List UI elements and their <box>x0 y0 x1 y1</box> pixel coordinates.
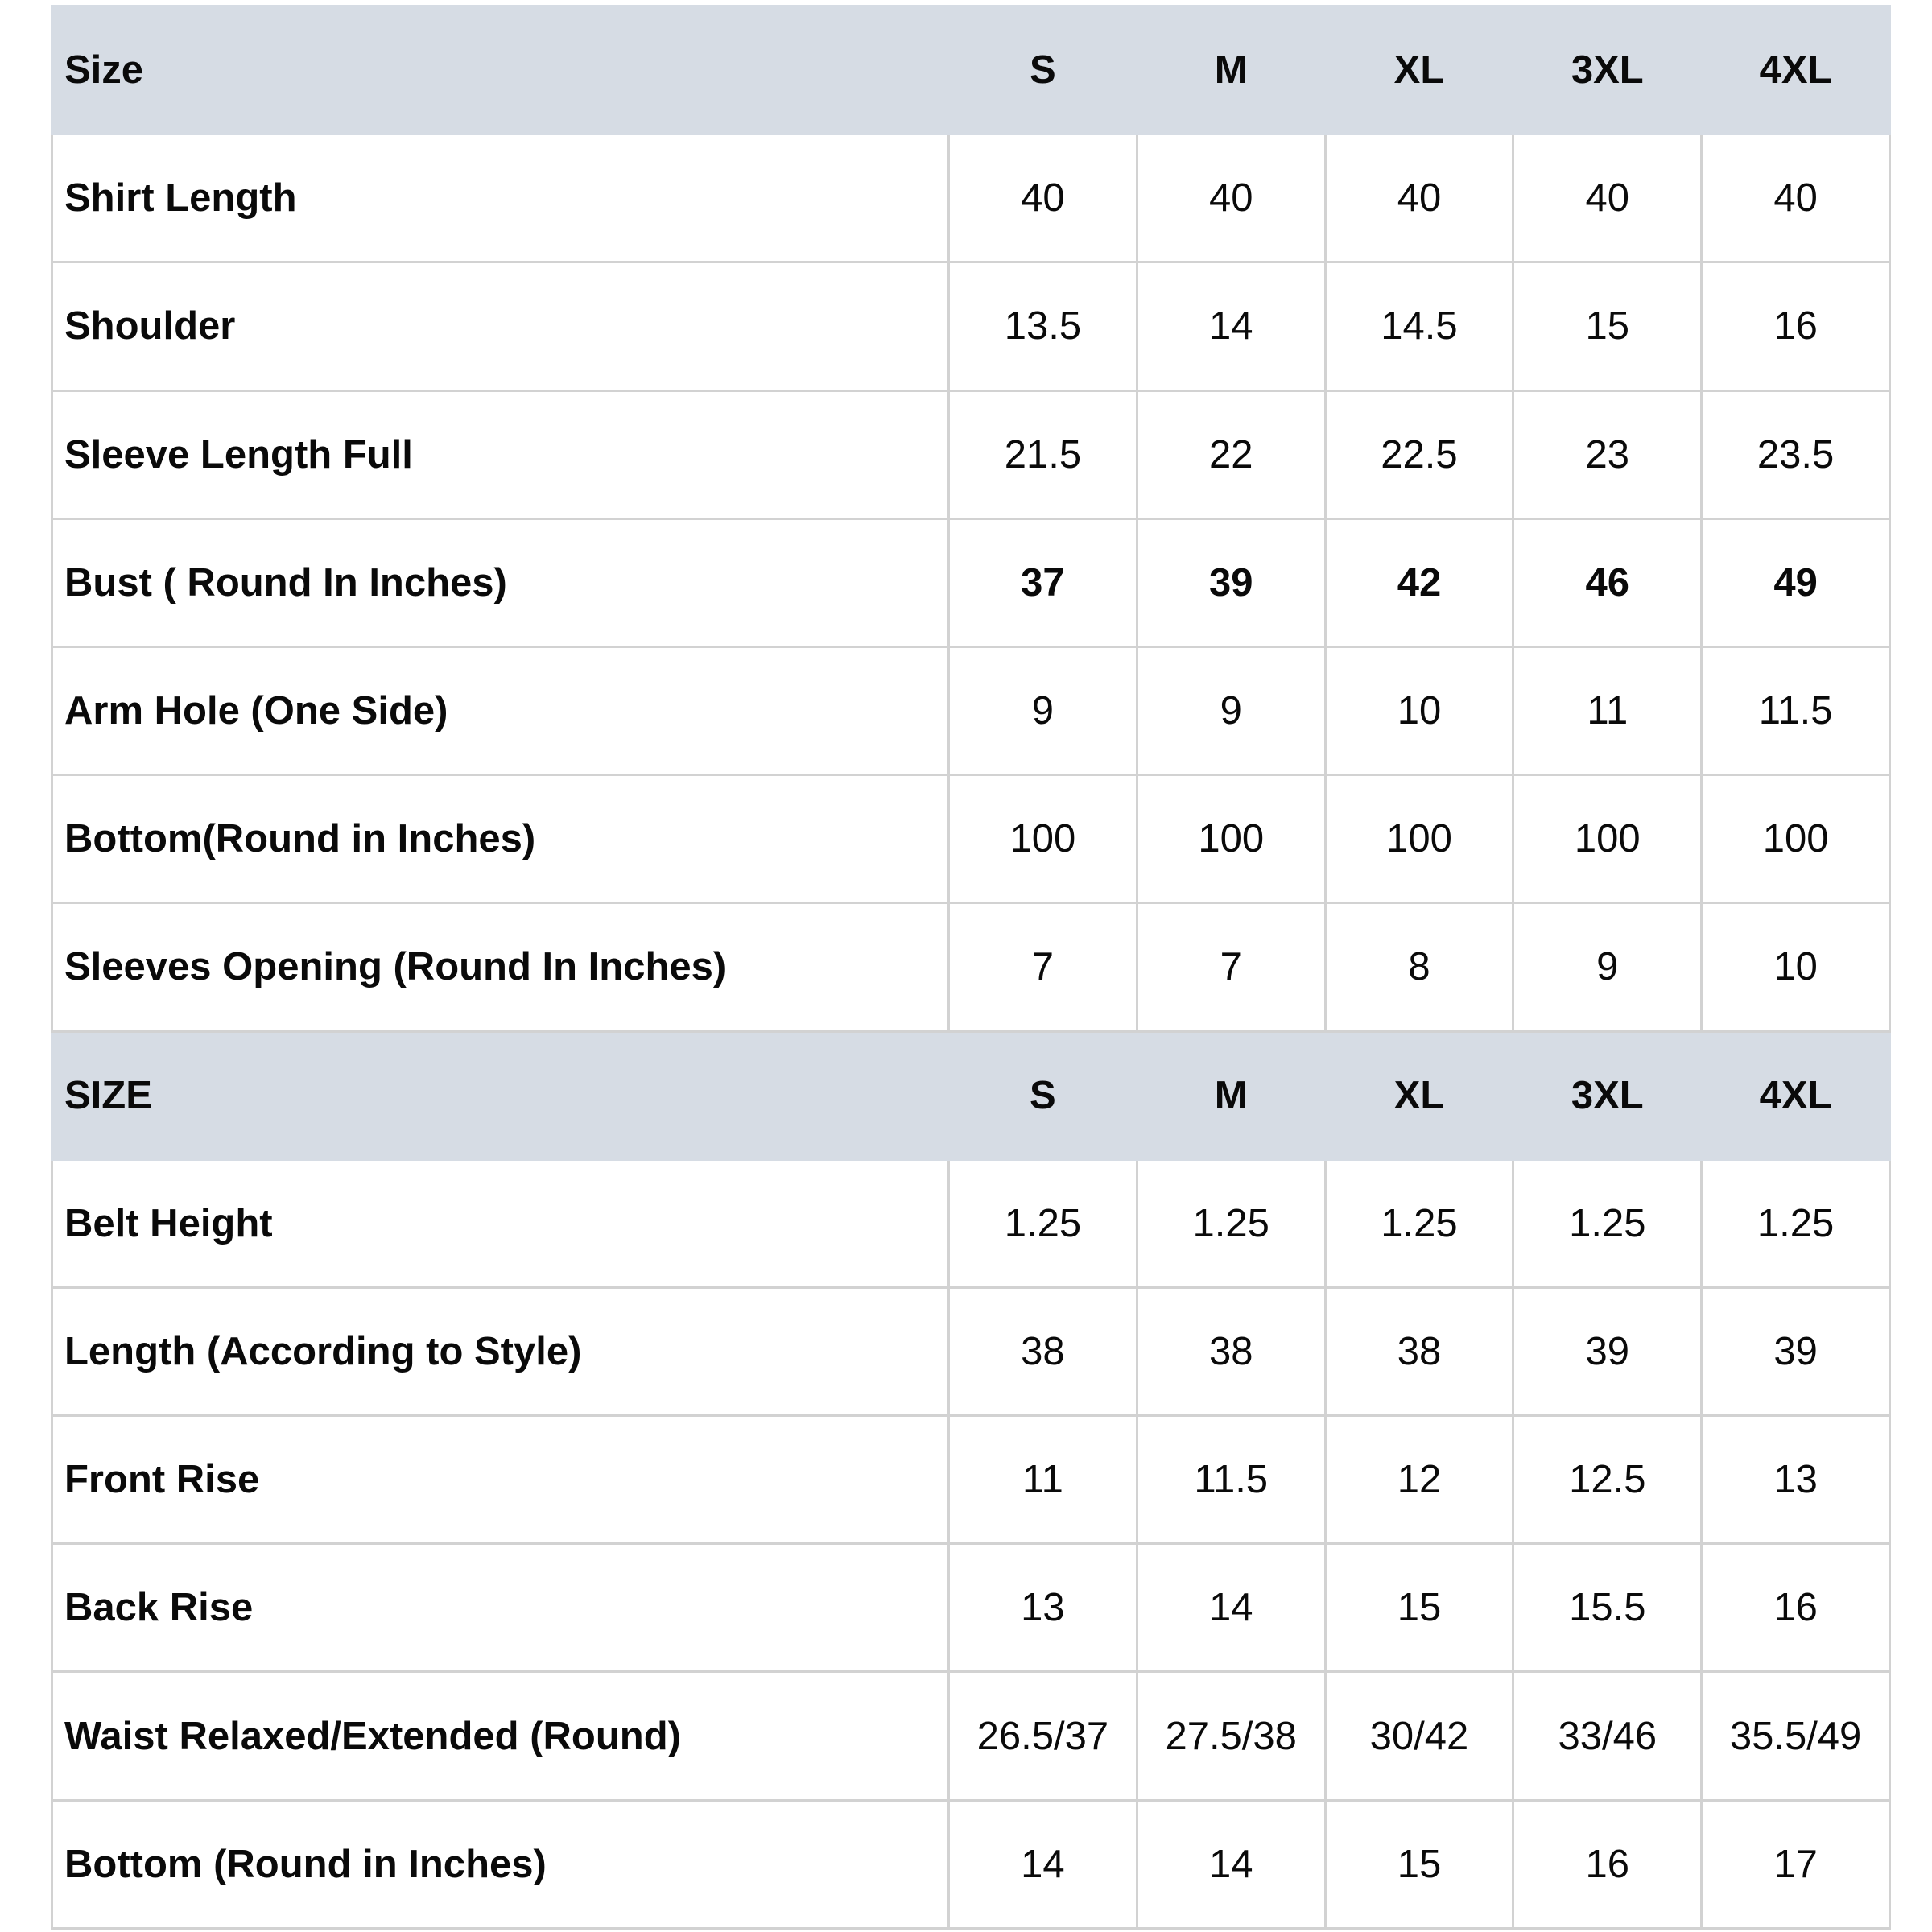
cell-value: 12 <box>1325 1416 1513 1544</box>
cell-value: 11 <box>949 1416 1137 1544</box>
row-label: Bottom(Round in Inches) <box>52 775 949 903</box>
size-chart-table <box>51 5 1891 1930</box>
table-row <box>52 646 1890 774</box>
cell-value: 100 <box>1137 775 1325 903</box>
header-size: S <box>949 1031 1137 1159</box>
header-size: XL <box>1325 6 1513 134</box>
header-size: M <box>1137 6 1325 134</box>
row-label: Sleeve Length Full <box>52 390 949 518</box>
cell-value: 7 <box>1137 903 1325 1031</box>
row-label: Bust ( Round In Inches) <box>52 518 949 646</box>
cell-value: 38 <box>1137 1287 1325 1415</box>
table-row <box>52 1416 1890 1544</box>
cell-value: 17 <box>1702 1800 1890 1928</box>
cell-value: 100 <box>949 775 1137 903</box>
header-size: 4XL <box>1702 1031 1890 1159</box>
header-size: 3XL <box>1513 1031 1702 1159</box>
row-label: Waist Relaxed/Extended (Round) <box>52 1672 949 1800</box>
cell-value: 40 <box>1137 134 1325 262</box>
cell-value: 27.5/38 <box>1137 1672 1325 1800</box>
cell-value: 16 <box>1702 1544 1890 1672</box>
table-row <box>52 1672 1890 1800</box>
cell-value: 12.5 <box>1513 1416 1702 1544</box>
cell-value: 1.25 <box>1702 1159 1890 1287</box>
header-label: Size <box>52 6 949 134</box>
table-row <box>52 262 1890 390</box>
cell-value: 39 <box>1702 1287 1890 1415</box>
header-size: M <box>1137 1031 1325 1159</box>
cell-value: 100 <box>1702 775 1890 903</box>
cell-value: 15 <box>1325 1544 1513 1672</box>
cell-value: 9 <box>949 646 1137 774</box>
header-size: 3XL <box>1513 6 1702 134</box>
row-label: Shoulder <box>52 262 949 390</box>
row-label: Sleeves Opening (Round In Inches) <box>52 903 949 1031</box>
table-row <box>52 390 1890 518</box>
cell-value: 22.5 <box>1325 390 1513 518</box>
cell-value: 15.5 <box>1513 1544 1702 1672</box>
cell-value: 16 <box>1513 1800 1702 1928</box>
cell-value: 13 <box>1702 1416 1890 1544</box>
cell-value: 26.5/37 <box>949 1672 1137 1800</box>
cell-value: 49 <box>1702 518 1890 646</box>
cell-value: 9 <box>1513 903 1702 1031</box>
cell-value: 1.25 <box>1513 1159 1702 1287</box>
cell-value: 8 <box>1325 903 1513 1031</box>
cell-value: 42 <box>1325 518 1513 646</box>
cell-value: 16 <box>1702 262 1890 390</box>
cell-value: 7 <box>949 903 1137 1031</box>
cell-value: 15 <box>1325 1800 1513 1928</box>
table-row <box>52 1159 1890 1287</box>
cell-value: 40 <box>1513 134 1702 262</box>
cell-value: 22 <box>1137 390 1325 518</box>
cell-value: 39 <box>1513 1287 1702 1415</box>
cell-value: 37 <box>949 518 1137 646</box>
cell-value: 14 <box>1137 1800 1325 1928</box>
cell-value: 1.25 <box>949 1159 1137 1287</box>
header-size: 4XL <box>1702 6 1890 134</box>
cell-value: 100 <box>1513 775 1702 903</box>
cell-value: 9 <box>1137 646 1325 774</box>
cell-value: 14.5 <box>1325 262 1513 390</box>
cell-value: 14 <box>949 1800 1137 1928</box>
cell-value: 11.5 <box>1702 646 1890 774</box>
row-label: Length (According to Style) <box>52 1287 949 1415</box>
cell-value: 38 <box>949 1287 1137 1415</box>
table-row <box>52 1544 1890 1672</box>
cell-value: 40 <box>1325 134 1513 262</box>
cell-value: 38 <box>1325 1287 1513 1415</box>
row-label: Belt Height <box>52 1159 949 1287</box>
cell-value: 35.5/49 <box>1702 1672 1890 1800</box>
top-header-row <box>52 6 1890 134</box>
cell-value: 40 <box>949 134 1137 262</box>
table-row <box>52 134 1890 262</box>
cell-value: 23.5 <box>1702 390 1890 518</box>
cell-value: 23 <box>1513 390 1702 518</box>
header-size: S <box>949 6 1137 134</box>
table-row <box>52 903 1890 1031</box>
cell-value: 10 <box>1325 646 1513 774</box>
cell-value: 100 <box>1325 775 1513 903</box>
cell-value: 33/46 <box>1513 1672 1702 1800</box>
cell-value: 13.5 <box>949 262 1137 390</box>
cell-value: 21.5 <box>949 390 1137 518</box>
row-label: Back Rise <box>52 1544 949 1672</box>
cell-value: 13 <box>949 1544 1137 1672</box>
row-label: Front Rise <box>52 1416 949 1544</box>
table-row <box>52 1800 1890 1928</box>
table-row <box>52 775 1890 903</box>
header-size: XL <box>1325 1031 1513 1159</box>
cell-value: 30/42 <box>1325 1672 1513 1800</box>
cell-value: 14 <box>1137 1544 1325 1672</box>
cell-value: 39 <box>1137 518 1325 646</box>
cell-value: 15 <box>1513 262 1702 390</box>
row-label: Arm Hole (One Side) <box>52 646 949 774</box>
bottom-header-row <box>52 1031 1890 1159</box>
cell-value: 46 <box>1513 518 1702 646</box>
table-row <box>52 1287 1890 1415</box>
cell-value: 11.5 <box>1137 1416 1325 1544</box>
cell-value: 1.25 <box>1137 1159 1325 1287</box>
cell-value: 14 <box>1137 262 1325 390</box>
row-label: Bottom (Round in Inches) <box>52 1800 949 1928</box>
table-row <box>52 518 1890 646</box>
cell-value: 1.25 <box>1325 1159 1513 1287</box>
cell-value: 11 <box>1513 646 1702 774</box>
header-label: SIZE <box>52 1031 949 1159</box>
row-label: Shirt Length <box>52 134 949 262</box>
cell-value: 40 <box>1702 134 1890 262</box>
cell-value: 10 <box>1702 903 1890 1031</box>
